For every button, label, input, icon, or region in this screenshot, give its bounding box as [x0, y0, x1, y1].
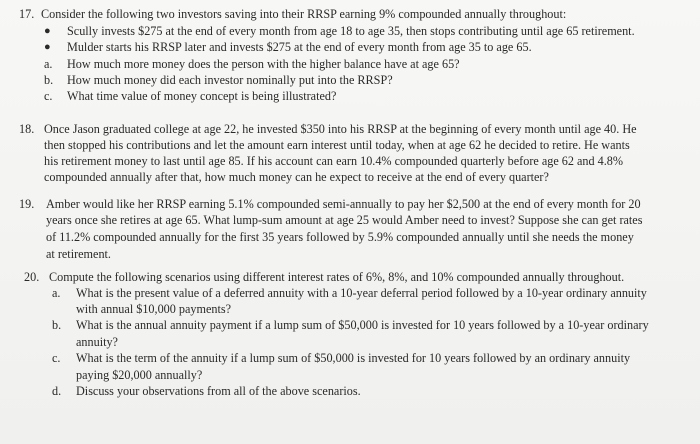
- question-number: 17.: [19, 7, 35, 21]
- q20-part-b-line-2: [0, 334, 700, 350]
- q20-part-b-line-1: [0, 317, 700, 334]
- part-letter: a.: [44, 57, 53, 71]
- q17-bullet-1: [0, 23, 700, 39]
- q20-part-c-line-1: [0, 350, 700, 367]
- bullet-text: Mulder starts his RRSP later and invests $275 at the end of every month from age 35 to age 65.: [67, 40, 532, 54]
- q19-line-1: [0, 196, 700, 212]
- question-text: then stopped his contributions and let the amount earn interest until today, when at age 62 he decided to retire. He wants: [44, 138, 630, 152]
- part-text: What time value of money concept is being illustrated?: [67, 89, 337, 103]
- q18-line-3: [0, 153, 700, 169]
- part-text: What is the term of the annuity if a lump sum of $50,000 is invested for 10 years followed by an ordinary annuity: [76, 351, 631, 365]
- q20-part-d-line-1: [0, 383, 700, 399]
- q17-part-b: [0, 72, 700, 88]
- part-letter: b.: [52, 318, 62, 332]
- q20-part-c-line-2: [0, 367, 700, 383]
- q17-intro-line: [0, 6, 700, 23]
- part-letter: c.: [52, 351, 61, 365]
- q19-line-2: [0, 212, 700, 229]
- question-20: [0, 269, 700, 399]
- question-18: [0, 121, 700, 185]
- part-text: paying $20,000 annually?: [76, 368, 203, 382]
- question-text: his retirement money to last until age 85. If his account can earn 10.4% compounded quarterly before age 62 and 4.8%: [44, 154, 624, 168]
- part-text: What is the present value of a deferred annuity with a 10-year deferral period followed by a 10-year ordinary annuity: [76, 286, 647, 300]
- q18-line-4: [0, 169, 700, 185]
- part-letter: d.: [52, 384, 62, 398]
- q20-intro-line: [0, 269, 700, 285]
- q19-line-3: [0, 229, 700, 246]
- question-text: Consider the following two investors saving into their RRSP earning 9% compounded annually throughout:: [41, 7, 567, 21]
- part-text: How much more money does the person with the higher balance have at age 65?: [67, 57, 460, 71]
- part-letter: c.: [44, 89, 53, 103]
- bullet-icon: ●: [44, 25, 51, 37]
- question-text: at retirement.: [46, 247, 111, 261]
- part-letter: b.: [44, 73, 54, 87]
- bullet-icon: ●: [44, 41, 51, 53]
- question-number: 18.: [19, 122, 35, 136]
- q19-line-4: [0, 246, 700, 262]
- question-text: years once she retires at age 65. What lump-sum amount at age 25 would Amber need to invest? Suppose she can get rates: [46, 213, 643, 227]
- question-text: Amber would like her RRSP earning 5.1% compounded semi-annually to pay her $2,500 at the end of every month for 20: [46, 197, 641, 211]
- part-text: What is the annual annuity payment if a lump sum of $50,000 is invested for 10 years followed by a 10-year ordinary: [76, 318, 649, 332]
- q18-line-1: [0, 121, 700, 137]
- question-17: [0, 6, 700, 104]
- question-number: 19.: [19, 197, 35, 211]
- q18-line-2: [0, 137, 700, 153]
- question-text: of 11.2% compounded annually for the first 35 years followed by 5.9% compounded annually until she needs the money: [46, 230, 634, 244]
- q17-part-c: [0, 88, 700, 104]
- part-letter: a.: [52, 286, 61, 300]
- bullet-text: Scully invests $275 at the end of every month from age 18 to age 35, then stops contributing until age 65 retirement.: [67, 24, 635, 38]
- q20-part-a-line-1: [0, 285, 700, 301]
- q17-part-a: [0, 56, 700, 72]
- part-text: How much money did each investor nominally put into the RRSP?: [67, 73, 393, 87]
- part-text: Discuss your observations from all of the above scenarios.: [76, 384, 361, 398]
- question-19: [0, 196, 700, 262]
- question-text: compounded annually after that, how much money can he expect to receive at the end of every quarter?: [44, 170, 549, 184]
- part-text: annuity?: [76, 335, 118, 349]
- q20-part-a-line-2: [0, 301, 700, 317]
- part-text: with annual $10,000 payments?: [76, 302, 232, 316]
- question-text: Once Jason graduated college at age 22, he invested $350 into his RRSP at the beginning of every month until age 40. He: [44, 122, 637, 136]
- q17-bullet-2: [0, 39, 700, 56]
- question-number: 20.: [24, 270, 40, 284]
- question-text: Compute the following scenarios using different interest rates of 6%, 8%, and 10% compounded annually throughout.: [49, 270, 625, 284]
